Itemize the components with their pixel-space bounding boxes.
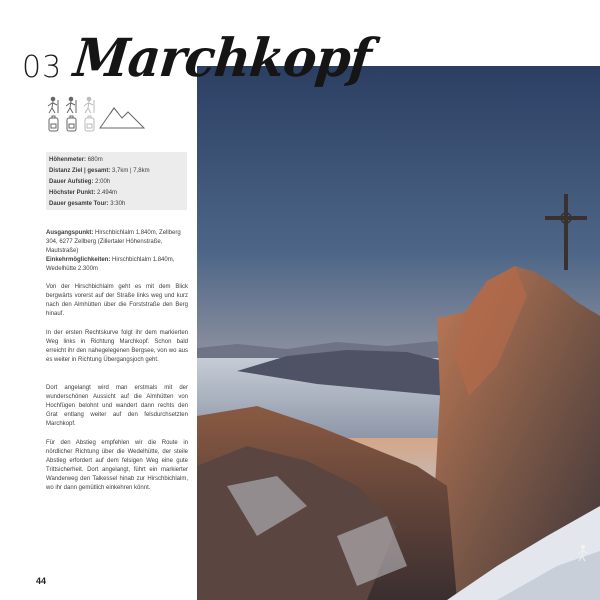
backpack-icon xyxy=(49,116,58,131)
page-number: 44 xyxy=(36,576,47,586)
paragraph: In der ersten Rechtskurve folgt ihr dem markierten Weg links in Richtung Marchkopf. Schon bald erreicht ihr den nahegelegenen Bergsee, von wo aus es weiter in Richtung Übergangsjoch geht. xyxy=(46,330,188,363)
stat-ascent-duration: Dauer Aufstieg: 2:00h xyxy=(49,179,111,185)
summit-photo xyxy=(197,66,600,600)
hiker-logo-icon xyxy=(576,544,590,567)
tour-title: Marchkopf xyxy=(70,26,374,89)
stat-highest-point: Höchster Punkt: 2.494m xyxy=(49,190,118,196)
backpack-icon xyxy=(67,116,76,131)
start-info: Ausgangspunkt: Hirschbichlalm 1.840m, Zellberg 304, 6277 Zellberg (Zillertaler Höhenstraße, Mautstraße) Einkehrmöglichkeiten: Hirschbichlalm 1.840m, Wedelhütte 2.300m xyxy=(46,230,181,272)
paragraph: Von der Hirschbichlalm geht es mit dem Blick bergwärts vorerst auf der Straße links weg und kurz nach den Almhütten über die Forststraße den Berg hinauf. xyxy=(46,284,188,317)
tour-stats xyxy=(46,152,187,210)
stat-total-duration: Dauer gesamte Tour: 3:30h xyxy=(49,201,126,207)
mountain-icon xyxy=(100,108,144,128)
paragraph: Für den Abstieg empfehlen wir die Route in nördlicher Richtung über die Wedelhütte, der steile Abstieg erfordert auf dem felsigen Weg eine gute Trittsicherheit. Dort angelangt, führt ein markierter Wanderweg den Talkessel hinab zur Hirschbichlalm, wo ihr dann gemütlich einkehren könnt. xyxy=(46,440,188,491)
difficulty-icons xyxy=(46,96,146,136)
paragraph: Dort angelangt wird man erstmals mit der wunderschönen Aussicht auf die Almhütten von Hochfügen belohnt und wandert dann rechts den Grat entlang weiter auf den felsdurchsetzten Marchkopf. xyxy=(46,385,188,427)
hiker-icon xyxy=(48,97,58,113)
tour-number: 03 xyxy=(22,50,63,85)
stat-distance: Distanz Ziel | gesamt: 3,7km | 7,8km xyxy=(49,168,150,174)
hiker-icon xyxy=(66,97,76,113)
stat-elevation: Höhenmeter: 680m xyxy=(49,157,103,163)
hiker-icon-faded xyxy=(84,97,94,113)
backpack-icon-faded xyxy=(85,116,94,131)
